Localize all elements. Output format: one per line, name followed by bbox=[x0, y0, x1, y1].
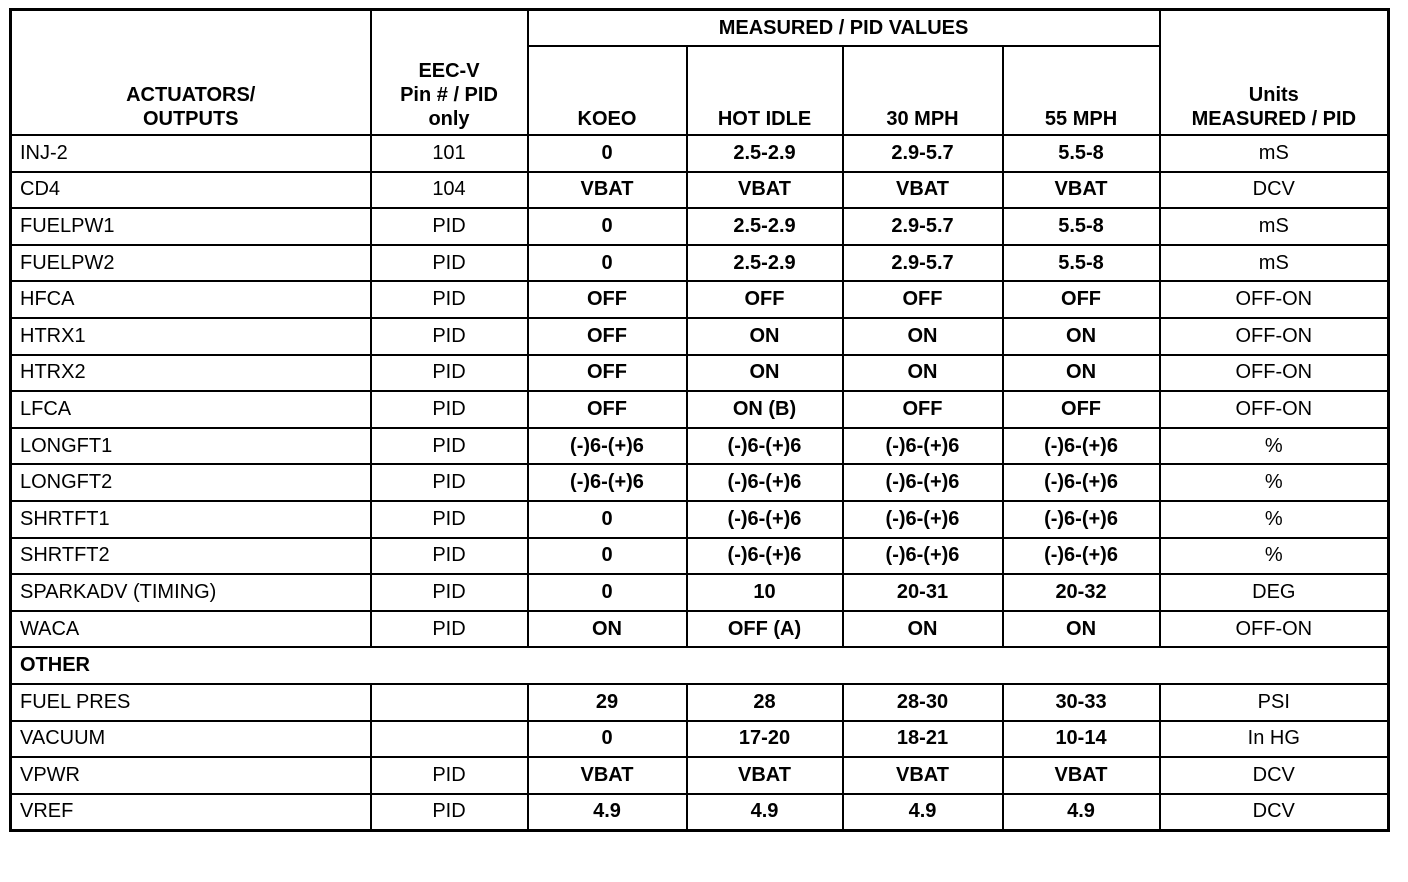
value-hot-idle: 10 bbox=[687, 574, 843, 611]
value-55-mph: (-)6-(+)6 bbox=[1003, 501, 1160, 538]
actuator-name: LONGFT2 bbox=[11, 464, 371, 501]
value-55-mph: 20-32 bbox=[1003, 574, 1160, 611]
units-cell: % bbox=[1160, 464, 1389, 501]
value-55-mph: OFF bbox=[1003, 391, 1160, 428]
pin-pid-cell: PID bbox=[371, 428, 528, 465]
table-row bbox=[11, 208, 1389, 245]
value-30-mph: ON bbox=[843, 318, 1003, 355]
value-koeo: 0 bbox=[528, 721, 687, 758]
value-koeo: ON bbox=[528, 611, 687, 648]
value-55-mph: 10-14 bbox=[1003, 721, 1160, 758]
pin-pid-cell: PID bbox=[371, 794, 528, 831]
pid-values-table bbox=[9, 8, 1390, 832]
value-55-mph: 5.5-8 bbox=[1003, 135, 1160, 172]
value-30-mph: 2.9-5.7 bbox=[843, 135, 1003, 172]
eec-pin-header bbox=[371, 10, 528, 136]
pin-pid-cell: PID bbox=[371, 208, 528, 245]
value-55-mph: 4.9 bbox=[1003, 794, 1160, 831]
table-row bbox=[11, 464, 1389, 501]
value-30-mph: 2.9-5.7 bbox=[843, 208, 1003, 245]
units-cell: OFF-ON bbox=[1160, 355, 1389, 392]
units-cell: mS bbox=[1160, 245, 1389, 282]
table-row bbox=[11, 501, 1389, 538]
pin-pid-cell: PID bbox=[371, 281, 528, 318]
table-row bbox=[11, 574, 1389, 611]
units-cell: In HG bbox=[1160, 721, 1389, 758]
value-koeo: 0 bbox=[528, 538, 687, 575]
value-hot-idle: OFF (A) bbox=[687, 611, 843, 648]
value-hot-idle: 28 bbox=[687, 684, 843, 721]
actuator-name: SHRTFT2 bbox=[11, 538, 371, 575]
units-cell: DCV bbox=[1160, 794, 1389, 831]
value-55-mph: OFF bbox=[1003, 281, 1160, 318]
value-hot-idle: (-)6-(+)6 bbox=[687, 501, 843, 538]
value-30-mph: OFF bbox=[843, 281, 1003, 318]
value-30-mph: 4.9 bbox=[843, 794, 1003, 831]
pin-pid-cell: PID bbox=[371, 318, 528, 355]
value-hot-idle: (-)6-(+)6 bbox=[687, 428, 843, 465]
value-hot-idle: OFF bbox=[687, 281, 843, 318]
value-30-mph: ON bbox=[843, 611, 1003, 648]
pin-pid-cell: PID bbox=[371, 501, 528, 538]
value-30-mph: ON bbox=[843, 355, 1003, 392]
value-hot-idle: ON (B) bbox=[687, 391, 843, 428]
value-koeo: 29 bbox=[528, 684, 687, 721]
table-row bbox=[11, 538, 1389, 575]
units-cell: PSI bbox=[1160, 684, 1389, 721]
pin-pid-cell: PID bbox=[371, 464, 528, 501]
units-header-line-1: Units bbox=[1248, 84, 1299, 106]
value-koeo: OFF bbox=[528, 391, 687, 428]
actuator-name: FUEL PRES bbox=[11, 684, 371, 721]
actuators-outputs-header bbox=[11, 10, 371, 136]
value-hot-idle: ON bbox=[687, 318, 843, 355]
table-header bbox=[11, 10, 1389, 136]
table-row bbox=[11, 172, 1389, 209]
value-30-mph: (-)6-(+)6 bbox=[843, 538, 1003, 575]
units-cell: OFF-ON bbox=[1160, 611, 1389, 648]
value-hot-idle: VBAT bbox=[687, 172, 843, 209]
pin-pid-cell: PID bbox=[371, 574, 528, 611]
table-row bbox=[11, 757, 1389, 794]
value-koeo: VBAT bbox=[528, 172, 687, 209]
pin-pid-cell: PID bbox=[371, 355, 528, 392]
condition-header-55-mph: 55 MPH bbox=[1003, 46, 1160, 135]
value-hot-idle: 2.5-2.9 bbox=[687, 135, 843, 172]
value-30-mph: (-)6-(+)6 bbox=[843, 501, 1003, 538]
actuator-rows bbox=[11, 135, 1389, 647]
actuator-name: LONGFT1 bbox=[11, 428, 371, 465]
table-row bbox=[11, 135, 1389, 172]
units-header-line-2: MEASURED / PID bbox=[1191, 108, 1357, 130]
value-hot-idle: 2.5-2.9 bbox=[687, 245, 843, 282]
table-row bbox=[11, 684, 1389, 721]
value-55-mph: (-)6-(+)6 bbox=[1003, 538, 1160, 575]
value-koeo: OFF bbox=[528, 318, 687, 355]
value-55-mph: ON bbox=[1003, 318, 1160, 355]
value-koeo: 0 bbox=[528, 574, 687, 611]
units-cell: OFF-ON bbox=[1160, 281, 1389, 318]
actuator-name: FUELPW1 bbox=[11, 208, 371, 245]
value-koeo: 0 bbox=[528, 501, 687, 538]
table-row bbox=[11, 391, 1389, 428]
value-30-mph: 28-30 bbox=[843, 684, 1003, 721]
value-55-mph: (-)6-(+)6 bbox=[1003, 464, 1160, 501]
actuator-name: CD4 bbox=[11, 172, 371, 209]
pin-pid-cell: PID bbox=[371, 611, 528, 648]
value-30-mph: (-)6-(+)6 bbox=[843, 428, 1003, 465]
condition-header-koeo: KOEO bbox=[528, 46, 687, 135]
value-30-mph: VBAT bbox=[843, 172, 1003, 209]
actuator-name: LFCA bbox=[11, 391, 371, 428]
units-cell: % bbox=[1160, 501, 1389, 538]
other-section bbox=[11, 647, 1389, 684]
units-cell: OFF-ON bbox=[1160, 391, 1389, 428]
eec-header-line-1: EEC-V bbox=[418, 60, 480, 82]
value-koeo: OFF bbox=[528, 355, 687, 392]
value-55-mph: VBAT bbox=[1003, 172, 1160, 209]
value-55-mph: 5.5-8 bbox=[1003, 245, 1160, 282]
other-rows bbox=[11, 684, 1389, 831]
value-koeo: 4.9 bbox=[528, 794, 687, 831]
value-30-mph: 2.9-5.7 bbox=[843, 245, 1003, 282]
table-row bbox=[11, 245, 1389, 282]
condition-header-hot-idle: HOT IDLE bbox=[687, 46, 843, 135]
section-label: OTHER bbox=[11, 647, 1389, 684]
eec-header-line-2: Pin # / PID bbox=[400, 84, 498, 106]
value-55-mph: ON bbox=[1003, 355, 1160, 392]
value-koeo: 0 bbox=[528, 208, 687, 245]
units-cell: DCV bbox=[1160, 172, 1389, 209]
value-55-mph: (-)6-(+)6 bbox=[1003, 428, 1160, 465]
eec-header-line-3: only bbox=[428, 108, 470, 130]
value-hot-idle: (-)6-(+)6 bbox=[687, 464, 843, 501]
units-cell: mS bbox=[1160, 135, 1389, 172]
value-koeo: VBAT bbox=[528, 757, 687, 794]
value-hot-idle: 2.5-2.9 bbox=[687, 208, 843, 245]
actuator-name: WACA bbox=[11, 611, 371, 648]
pin-pid-cell: PID bbox=[371, 538, 528, 575]
measured-values-group-header: MEASURED / PID VALUES bbox=[528, 10, 1160, 47]
value-30-mph: OFF bbox=[843, 391, 1003, 428]
value-30-mph: VBAT bbox=[843, 757, 1003, 794]
value-hot-idle: VBAT bbox=[687, 757, 843, 794]
units-cell: % bbox=[1160, 538, 1389, 575]
value-30-mph: (-)6-(+)6 bbox=[843, 464, 1003, 501]
section-row-other bbox=[11, 647, 1389, 684]
pin-pid-cell bbox=[371, 721, 528, 758]
actuator-name: FUELPW2 bbox=[11, 245, 371, 282]
table-row bbox=[11, 355, 1389, 392]
actuator-name: VPWR bbox=[11, 757, 371, 794]
actuator-name: SPARKADV (TIMING) bbox=[11, 574, 371, 611]
value-30-mph: 18-21 bbox=[843, 721, 1003, 758]
value-hot-idle: (-)6-(+)6 bbox=[687, 538, 843, 575]
value-koeo: (-)6-(+)6 bbox=[528, 428, 687, 465]
value-koeo: OFF bbox=[528, 281, 687, 318]
units-cell: % bbox=[1160, 428, 1389, 465]
actuator-name: INJ-2 bbox=[11, 135, 371, 172]
value-30-mph: 20-31 bbox=[843, 574, 1003, 611]
value-hot-idle: 4.9 bbox=[687, 794, 843, 831]
value-hot-idle: ON bbox=[687, 355, 843, 392]
value-55-mph: 5.5-8 bbox=[1003, 208, 1160, 245]
value-55-mph: 30-33 bbox=[1003, 684, 1160, 721]
actuator-name: HFCA bbox=[11, 281, 371, 318]
table-row bbox=[11, 428, 1389, 465]
table-row bbox=[11, 318, 1389, 355]
condition-header-30-mph: 30 MPH bbox=[843, 46, 1003, 135]
actuator-name: HTRX2 bbox=[11, 355, 371, 392]
pin-pid-cell: PID bbox=[371, 757, 528, 794]
actuator-name: SHRTFT1 bbox=[11, 501, 371, 538]
value-55-mph: VBAT bbox=[1003, 757, 1160, 794]
table-row bbox=[11, 281, 1389, 318]
table-row bbox=[11, 721, 1389, 758]
units-cell: DCV bbox=[1160, 757, 1389, 794]
pin-pid-cell: 104 bbox=[371, 172, 528, 209]
units-header bbox=[1160, 10, 1389, 136]
pin-pid-cell: PID bbox=[371, 391, 528, 428]
actuators-header-line-2: OUTPUTS bbox=[142, 108, 239, 130]
units-cell: OFF-ON bbox=[1160, 318, 1389, 355]
value-koeo: 0 bbox=[528, 135, 687, 172]
value-hot-idle: 17-20 bbox=[687, 721, 843, 758]
actuator-name: HTRX1 bbox=[11, 318, 371, 355]
value-koeo: 0 bbox=[528, 245, 687, 282]
actuators-header-line-1: ACTUATORS/ bbox=[126, 84, 256, 106]
actuator-name: VACUUM bbox=[11, 721, 371, 758]
table-row bbox=[11, 611, 1389, 648]
table-row bbox=[11, 794, 1389, 831]
units-cell: DEG bbox=[1160, 574, 1389, 611]
units-cell: mS bbox=[1160, 208, 1389, 245]
value-koeo: (-)6-(+)6 bbox=[528, 464, 687, 501]
actuator-name: VREF bbox=[11, 794, 371, 831]
header-row-top bbox=[11, 10, 1389, 47]
pin-pid-cell: 101 bbox=[371, 135, 528, 172]
pin-pid-cell bbox=[371, 684, 528, 721]
value-55-mph: ON bbox=[1003, 611, 1160, 648]
pin-pid-cell: PID bbox=[371, 245, 528, 282]
